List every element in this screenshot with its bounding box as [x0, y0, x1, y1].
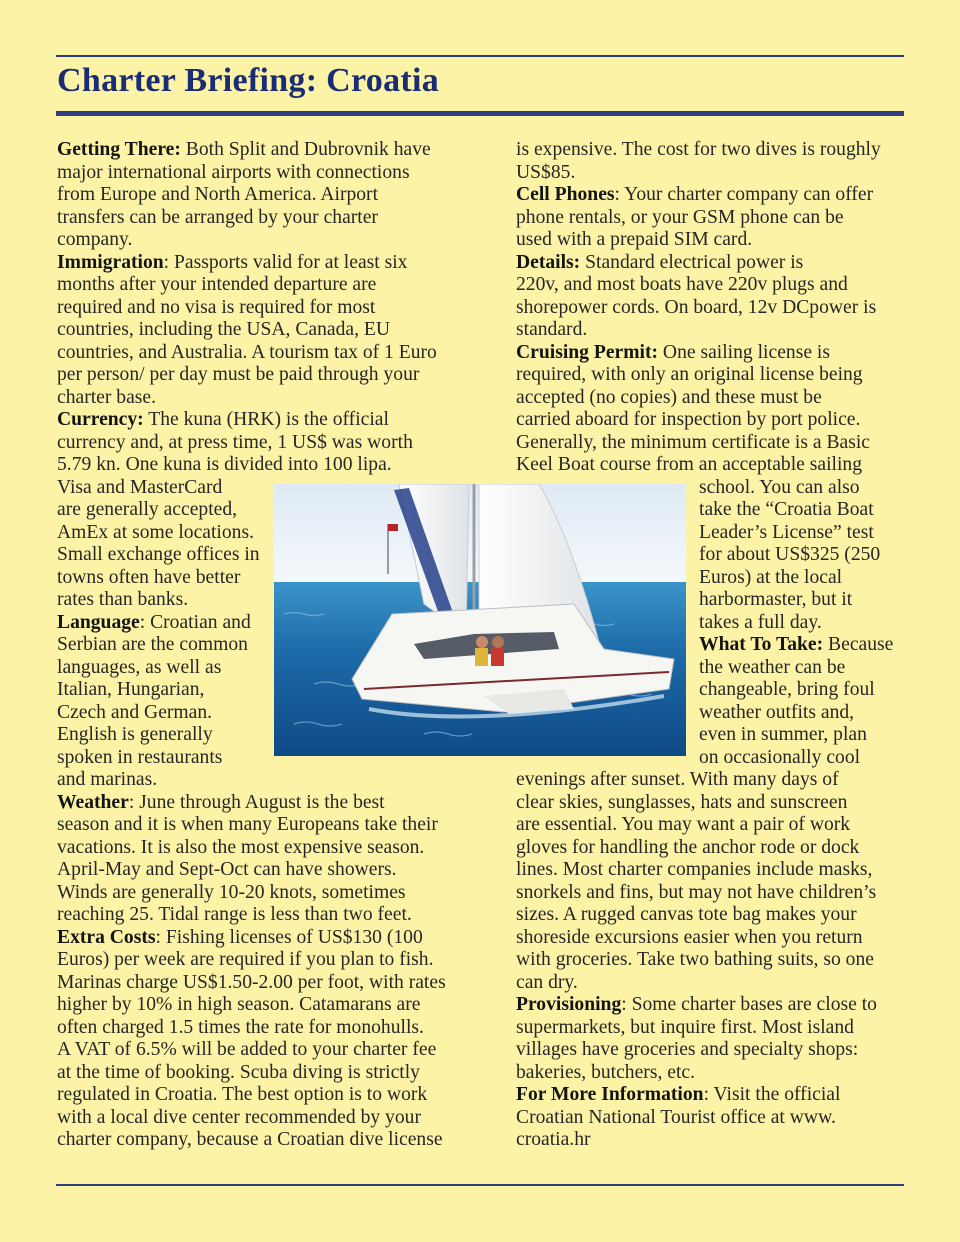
body-text: Euros) per week are required if you plan to fish.: [57, 949, 434, 970]
text-line: [516, 837, 859, 860]
body-text: are essential. You may want a pair of work: [516, 814, 851, 835]
body-text: snorkels and fins, but may not have children’s: [516, 881, 877, 903]
body-text: are generally accepted,: [57, 499, 238, 520]
body-text: required, with only an original license being: [516, 364, 863, 385]
text-line: [516, 364, 863, 387]
body-text: at the time of booking. Scuba diving is strictly: [57, 1061, 420, 1083]
text-line: [516, 184, 873, 207]
body-text: : Fishing licenses of US$130 (100: [155, 926, 423, 948]
body-text: Czech and German.: [57, 701, 213, 723]
text-line: [516, 252, 803, 275]
text-line: [516, 904, 857, 927]
text-line: [516, 207, 844, 230]
body-text: take the “Croatia Boat: [699, 499, 874, 520]
text-line: [516, 297, 876, 320]
text-line: [57, 364, 419, 387]
body-text: countries, and Australia. A tourism tax of 1 Euro: [57, 341, 437, 363]
text-line: [699, 634, 893, 657]
text-line: [57, 252, 407, 275]
text-line: [699, 657, 845, 680]
body-text: April-May and Sept-Oct can have showers.: [57, 859, 397, 880]
body-text: : Passports valid for at least six: [163, 251, 408, 273]
body-text: English is generally: [57, 724, 213, 745]
body-text: Leader’s License” test: [699, 521, 874, 543]
body-text: charter company, because a Croatian dive license: [57, 1129, 443, 1150]
section-heading: Getting There:: [57, 139, 181, 160]
body-text: bakeries, butchers, etc.: [516, 1061, 695, 1083]
text-line: [516, 882, 876, 905]
body-text: company.: [57, 229, 133, 250]
body-text: used with a prepaid SIM card.: [516, 229, 753, 250]
body-text: months after your intended departure are: [57, 274, 377, 295]
body-text: clear skies, sunglasses, hats and sunscreen: [516, 791, 848, 813]
text-line: [516, 387, 822, 410]
body-text: season and it is when many Europeans take their: [57, 814, 438, 835]
text-line: [57, 837, 424, 860]
body-text: accepted (no copies) and these must be: [516, 386, 822, 408]
body-text: standard.: [516, 319, 588, 340]
text-line: [57, 229, 132, 252]
body-text: with a local dive center recommended by your: [57, 1106, 421, 1128]
body-text: harbormaster, but it: [699, 589, 853, 610]
text-line: [699, 679, 875, 702]
body-text: rates than banks.: [57, 589, 189, 610]
text-line: [516, 274, 848, 297]
body-text: vacations. It is also the most expensive season.: [57, 836, 425, 858]
body-text: major international airports with connections: [57, 161, 410, 183]
body-text: phone rentals, or your GSM phone can be: [516, 206, 844, 228]
body-text: Euros) at the local: [699, 566, 843, 588]
body-text: carried aboard for inspection by port police.: [516, 409, 861, 430]
body-text: required and no visa is required for most: [57, 296, 376, 318]
text-line: [57, 544, 260, 567]
text-line: [57, 882, 406, 905]
body-text: Keel Boat course from an acceptable sailing: [516, 454, 863, 475]
text-line: [516, 1062, 695, 1085]
text-line: [57, 342, 437, 365]
text-line: [516, 342, 830, 365]
body-text: higher by 10% in high season. Catamarans are: [57, 994, 421, 1015]
text-line: [699, 477, 860, 500]
body-text: 5.79 kn. One kuna is divided into 100 lipa.: [57, 454, 392, 475]
text-line: [57, 657, 221, 680]
body-text: from Europe and North America. Airport: [57, 184, 379, 205]
text-line: [516, 162, 575, 185]
page-title: Charter Briefing: Croatia: [57, 62, 440, 99]
text-line: [699, 589, 852, 612]
catamaran-illustration: [274, 484, 686, 756]
text-line: [516, 972, 578, 995]
text-line: [57, 499, 237, 522]
text-line: [57, 274, 376, 297]
body-text: shoreside excursions easier when you return: [516, 926, 863, 948]
body-text: school. You can also: [699, 476, 860, 498]
body-text: : Some charter bases are close to: [621, 994, 877, 1015]
text-line: [516, 859, 872, 882]
text-line: [57, 1062, 420, 1085]
body-text: on occasionally cool: [699, 746, 861, 768]
body-text: evenings after sunset. With many days of: [516, 769, 839, 790]
body-text: spoken in restaurants: [57, 746, 223, 768]
body-text: AmEx at some locations.: [57, 521, 254, 543]
body-text: Marinas charge US$1.50-2.00 per foot, with rates: [57, 971, 446, 993]
section-heading: Weather: [57, 791, 129, 813]
text-line: [699, 702, 854, 725]
section-heading: Immigration: [57, 251, 164, 273]
text-line: [57, 634, 248, 657]
body-text: with groceries. Take two bathing suits, so one: [516, 949, 874, 970]
body-text: countries, including the USA, Canada, EU: [57, 319, 391, 340]
text-line: [57, 814, 438, 837]
body-text: Croatian National Tourist office at www.: [516, 1106, 836, 1128]
text-line: [57, 477, 222, 500]
body-text: for about US$325 (250: [699, 544, 881, 565]
body-text: weather outfits and,: [699, 701, 855, 723]
text-line: [516, 1129, 591, 1152]
text-line: [516, 927, 863, 950]
text-line: [516, 1107, 836, 1130]
body-text: transfers can be arranged by your charter: [57, 206, 378, 228]
body-text: : June through August is the best: [128, 791, 385, 813]
body-text: takes a full day.: [699, 611, 822, 633]
body-text: towns often have better: [57, 566, 241, 588]
text-line: [57, 162, 410, 185]
section-heading: What To Take:: [699, 634, 824, 655]
text-line: [516, 814, 850, 837]
body-text: shorepower cords. On board, 12v DCpower is: [516, 296, 877, 318]
body-text: Serbian are the common: [57, 634, 248, 655]
text-line: [699, 747, 860, 770]
text-line: [699, 499, 874, 522]
text-line: [57, 1017, 424, 1040]
catamaran-photo: [274, 484, 686, 756]
text-line: [699, 724, 867, 747]
text-line: [516, 409, 860, 432]
body-text: often charged 1.5 times the rate for monohulls.: [57, 1016, 424, 1038]
body-text: reaching 25. Tidal range is less than two feet.: [57, 904, 412, 925]
text-line: [57, 747, 222, 770]
body-text: Generally, the minimum certificate is a Basic: [516, 431, 871, 453]
text-line: [699, 567, 842, 590]
body-text: changeable, bring foul: [699, 679, 875, 700]
body-text: croatia.hr: [516, 1129, 591, 1150]
body-text: US$85.: [516, 161, 576, 183]
body-text: : Visit the official: [703, 1084, 841, 1105]
section-heading: For More Information: [516, 1084, 704, 1105]
body-text: Because: [823, 634, 894, 655]
text-line: [516, 319, 587, 342]
body-text: currency and, at press time, 1 US$ was worth: [57, 431, 413, 453]
body-text: is expensive. The cost for two dives is roughly: [516, 139, 881, 160]
text-line: [57, 1129, 443, 1152]
section-heading: Provisioning: [516, 994, 622, 1015]
body-text: Both Split and Dubrovnik have: [180, 139, 431, 160]
text-line: [516, 1017, 854, 1040]
text-line: [57, 904, 412, 927]
text-line: [57, 1084, 427, 1107]
body-text: villages have groceries and specialty shops:: [516, 1039, 859, 1060]
body-text: can dry.: [516, 971, 578, 993]
top-rule: [56, 55, 904, 57]
text-line: [516, 139, 881, 162]
section-heading: Cell Phones: [516, 184, 615, 205]
text-line: [57, 927, 423, 950]
text-line: [57, 949, 434, 972]
section-heading: Language: [57, 611, 140, 633]
body-text: supermarkets, but inquire first. Most island: [516, 1016, 854, 1038]
title-underline: [56, 111, 904, 116]
text-line: [57, 612, 251, 635]
text-line: [57, 297, 375, 320]
text-line: [57, 972, 446, 995]
body-text: 220v, and most boats have 220v plugs and: [516, 274, 848, 295]
text-line: [57, 859, 397, 882]
text-line: [57, 207, 378, 230]
text-line: [516, 994, 877, 1017]
text-line: [57, 567, 240, 590]
text-line: [57, 454, 392, 477]
body-text: Standard electrical power is: [580, 251, 804, 273]
text-line: [516, 949, 874, 972]
body-text: lines. Most charter companies include masks,: [516, 859, 873, 880]
bottom-rule: [56, 1184, 904, 1186]
body-text: gloves for handling the anchor rode or dock: [516, 836, 860, 858]
text-line: [57, 769, 157, 792]
body-text: : Your charter company can offer: [614, 184, 874, 205]
text-line: [516, 432, 870, 455]
body-text: Visa and MasterCard: [57, 476, 223, 498]
text-line: [516, 1084, 840, 1107]
body-text: per person/ per day must be paid through your: [57, 364, 420, 385]
text-line: [699, 612, 822, 635]
body-text: A VAT of 6.5% will be added to your charter fee: [57, 1039, 437, 1060]
body-text: regulated in Croatia. The best option is to work: [57, 1084, 428, 1105]
text-line: [57, 994, 420, 1017]
body-text: One sailing license is: [658, 341, 830, 363]
text-line: [57, 409, 389, 432]
text-line: [57, 184, 378, 207]
text-line: [57, 387, 156, 410]
text-line: [57, 679, 204, 702]
text-line: [699, 522, 874, 545]
body-text: languages, as well as: [57, 656, 222, 678]
body-text: charter base.: [57, 386, 156, 408]
text-line: [699, 544, 880, 567]
body-text: Italian, Hungarian,: [57, 679, 205, 700]
body-text: : Croatian and: [139, 611, 251, 633]
text-line: [516, 454, 862, 477]
section-heading: Cruising Permit:: [516, 341, 659, 363]
section-heading: Currency:: [57, 409, 144, 430]
section-heading: Extra Costs: [57, 926, 156, 948]
text-line: [516, 792, 847, 815]
text-line: [516, 1039, 858, 1062]
section-heading: Details:: [516, 251, 581, 273]
text-line: [57, 1039, 436, 1062]
text-line: [57, 432, 413, 455]
text-line: [57, 139, 431, 162]
text-line: [57, 319, 390, 342]
body-text: Small exchange offices in: [57, 544, 260, 565]
text-line: [57, 724, 213, 747]
text-line: [516, 769, 839, 792]
text-line: [57, 589, 188, 612]
body-text: even in summer, plan: [699, 724, 867, 745]
body-text: The kuna (HRK) is the official: [143, 409, 389, 430]
text-line: [57, 702, 212, 725]
body-text: Winds are generally 10-20 knots, sometimes: [57, 881, 406, 903]
body-text: sizes. A rugged canvas tote bag makes your: [516, 904, 857, 925]
body-text: the weather can be: [699, 656, 846, 678]
text-line: [516, 229, 752, 252]
text-line: [57, 522, 254, 545]
body-text: and marinas.: [57, 769, 158, 790]
text-line: [57, 1107, 421, 1130]
text-line: [57, 792, 385, 815]
